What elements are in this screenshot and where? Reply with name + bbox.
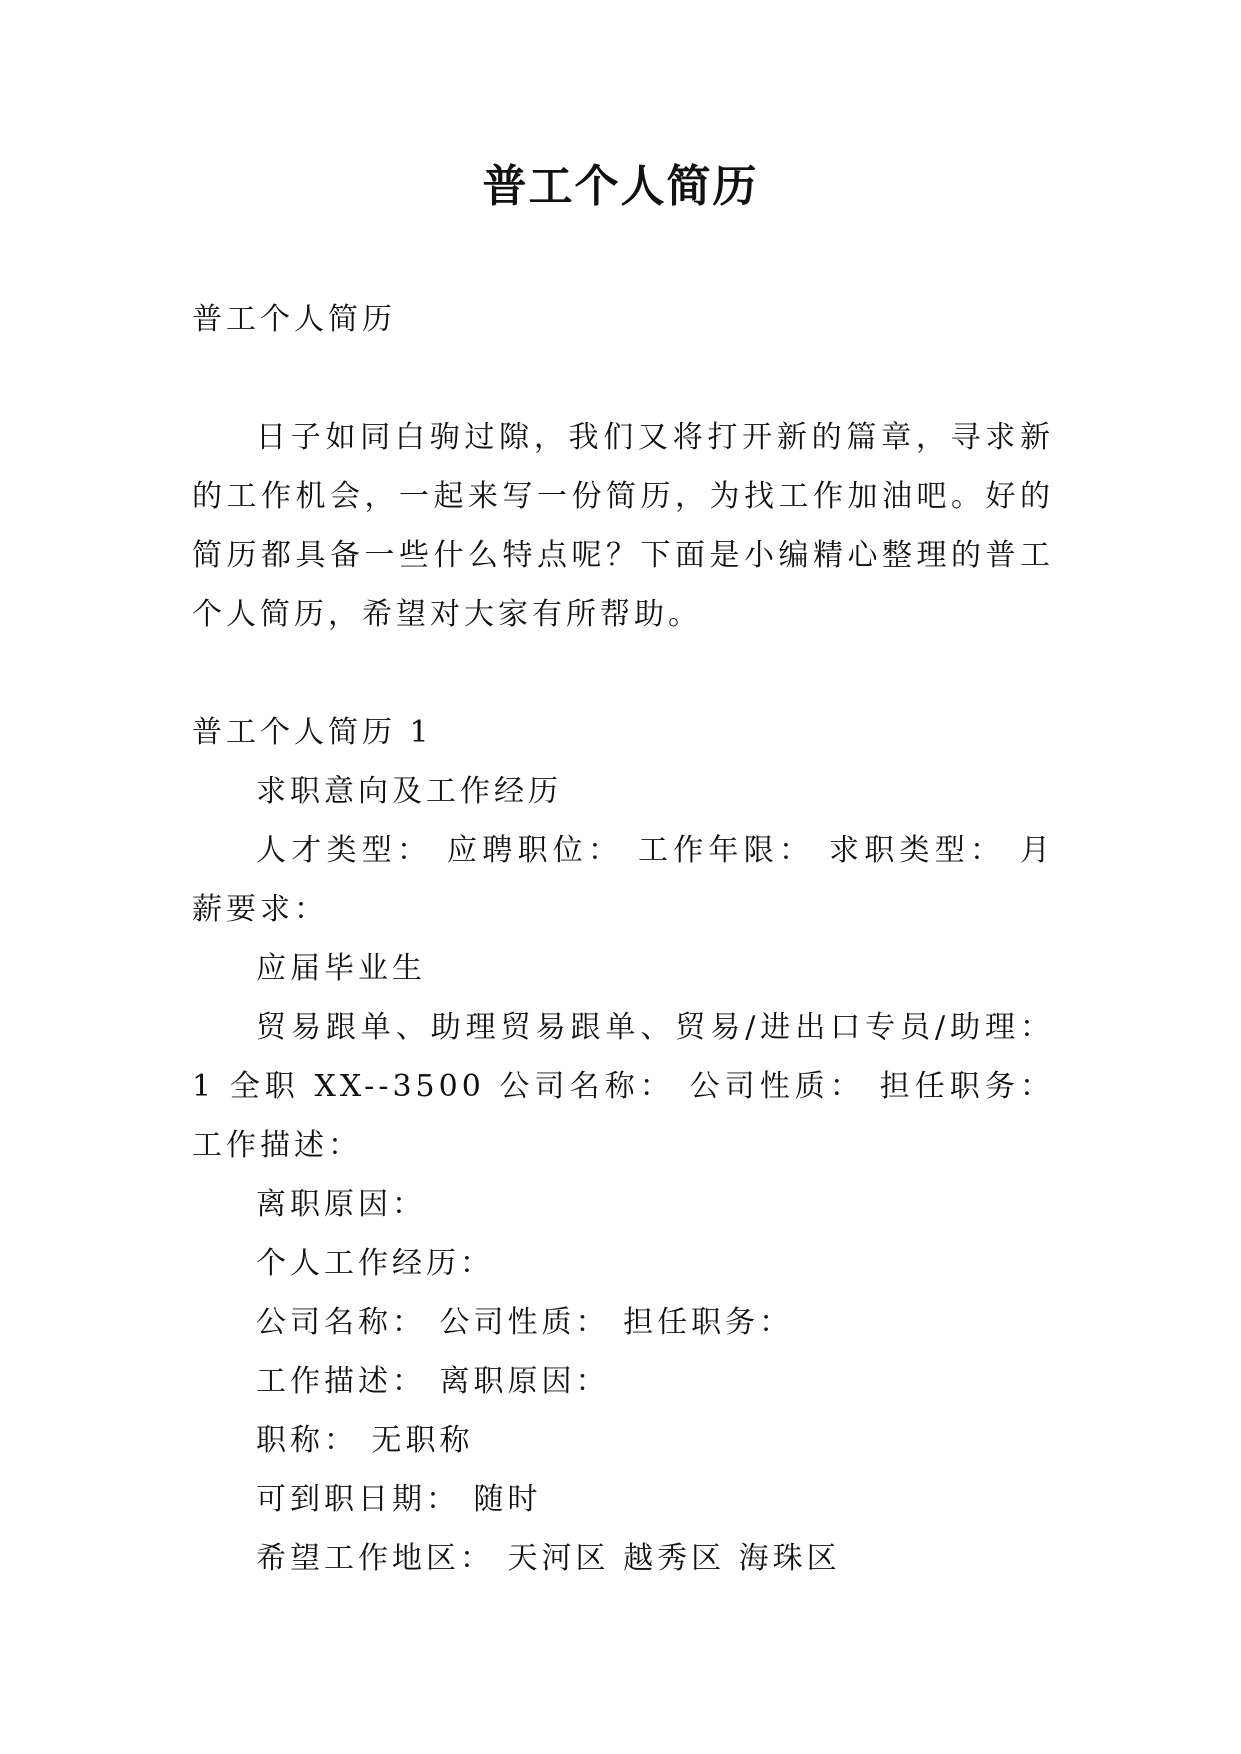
work-desc-fields: 工作描述： 离职原因： — [256, 1364, 610, 1399]
desired-area: 希望工作地区： 天河区 越秀区 海珠区 — [256, 1541, 841, 1576]
job-intent-heading: 求职意向及工作经历 — [256, 774, 562, 809]
position-line: 贸易跟单、助理贸易跟单、贸易/进出口专员/助理： 1 全职 XX--3500 公司名称： 公司性质： 担任职务： 工作描述： — [192, 1010, 1054, 1163]
document-body — [192, 290, 1054, 1588]
talent-type-value: 应届毕业生 — [256, 951, 426, 986]
personal-experience: 个人工作经历： — [256, 1246, 494, 1281]
title-field: 职称： 无职称 — [256, 1423, 474, 1458]
fields-row: 人才类型： 应聘职位： 工作年限： 求职类型： 月薪要求： — [192, 833, 1054, 927]
leave-reason: 离职原因： — [256, 1187, 426, 1222]
intro-paragraph: 日子如同白驹过隙，我们又将打开新的篇章，寻求新的工作机会，一起来写一份简历，为找工作加油吧。好的简历都具备一些什么特点呢？下面是小编精心整理的普工个人简历，希望对大家有所帮助。 — [192, 420, 1054, 632]
document-title: 普工个人简历 — [482, 161, 759, 212]
section-heading: 普工个人简历 1 — [192, 715, 433, 750]
available-date: 可到职日期： 随时 — [256, 1482, 542, 1517]
subtitle: 普工个人简历 — [192, 302, 396, 337]
company-fields: 公司名称： 公司性质： 担任职务： — [256, 1305, 794, 1340]
